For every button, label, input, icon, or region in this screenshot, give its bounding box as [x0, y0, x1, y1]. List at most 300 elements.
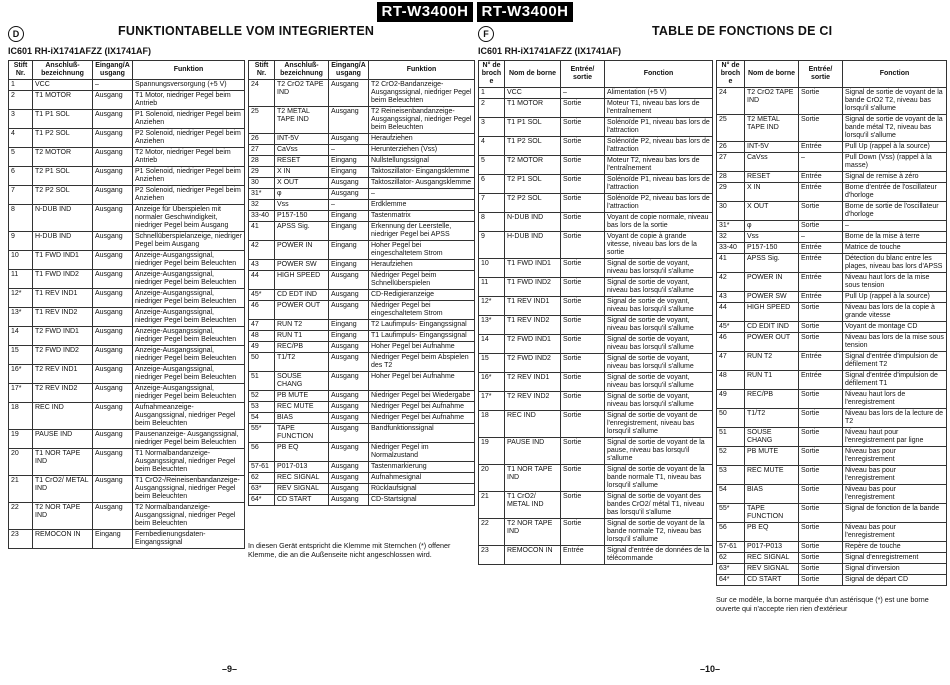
pin-function: Tastenmatrix	[369, 211, 475, 222]
pin-number: 32	[717, 232, 745, 243]
table-row	[9, 148, 245, 167]
pin-function: Niveau haut pour l'enregistrement par ligne	[843, 428, 947, 447]
io-type: Ausgang	[329, 443, 369, 462]
table-row	[717, 428, 947, 447]
io-type: Sortie	[799, 504, 843, 523]
io-type: Ausgang	[93, 503, 133, 530]
pin-name: PAUSE IND	[33, 430, 93, 449]
pin-function: P2 Solenoid, niedriger Pegel beim Anziehen	[133, 186, 245, 205]
table-row	[479, 259, 713, 278]
pin-name: T2 CrO2 TAPE IND	[745, 88, 799, 115]
io-type: Sortie	[561, 137, 605, 156]
io-type: Entrée	[799, 183, 843, 202]
pin-name: RUN T2	[745, 352, 799, 371]
pin-function: Fernbedienungsdaten- Eingangssignal	[133, 530, 245, 549]
pin-number: 33-40	[249, 211, 275, 222]
table-row	[479, 118, 713, 137]
pin-number: 30	[249, 178, 275, 189]
io-type: Sortie	[561, 465, 605, 492]
io-type: –	[329, 145, 369, 156]
io-type: Ausgang	[93, 476, 133, 503]
table-row	[249, 331, 475, 342]
pin-number: 29	[249, 167, 275, 178]
pin-name: REC MUTE	[275, 402, 329, 413]
io-type: Sortie	[799, 553, 843, 564]
io-type: Entrée	[799, 172, 843, 183]
table-row	[479, 519, 713, 546]
pin-number: 47	[249, 320, 275, 331]
table-row	[249, 167, 475, 178]
table-row	[9, 430, 245, 449]
pin-name: APSS Sig.	[745, 254, 799, 273]
io-type: Ausgang	[93, 232, 133, 251]
table-row	[9, 251, 245, 270]
pin-function: Solénoïde P2, niveau bas lors de l'attraction	[605, 137, 713, 156]
pin-name: PB MUTE	[275, 391, 329, 402]
header-name: Nom de borne	[505, 61, 561, 88]
pin-function: Anzeige für Überspielen mit normaler Geschwindigkeit, niedriger Pegel beim Ausgang	[133, 205, 245, 232]
io-type: Sortie	[561, 278, 605, 297]
pin-number: 53	[717, 466, 745, 485]
pin-function: Anzeige-Ausgangssignal, niedriger Pegel beim Beleuchten	[133, 327, 245, 346]
table-row	[717, 221, 947, 232]
io-type: Sortie	[799, 333, 843, 352]
table-row	[717, 575, 947, 586]
pin-name: RUN T1	[745, 371, 799, 390]
pin-number: 11	[479, 278, 505, 297]
io-type: Ausgang	[329, 413, 369, 424]
io-type: Eingang	[93, 530, 133, 549]
io-type: Ausgang	[329, 178, 369, 189]
io-type: Sortie	[561, 392, 605, 411]
pin-name: T2 P2 SOL	[505, 194, 561, 213]
io-type: Ausgang	[329, 271, 369, 290]
pin-name: T2 P1 SOL	[33, 167, 93, 186]
table-row	[717, 153, 947, 172]
pin-name: T2 P2 SOL	[33, 186, 93, 205]
pin-name: REMOCON IN	[505, 546, 561, 565]
io-type: Ausgang	[93, 449, 133, 476]
io-type: Sortie	[799, 115, 843, 142]
pin-function: Borne d'entrée de l'oscillateur d'horloge	[843, 183, 947, 202]
table-row	[9, 232, 245, 251]
pin-function: Schnellüberspielanzeige, niedriger Pegel beim Ausgang	[133, 232, 245, 251]
header-pin: N° de broche	[717, 61, 745, 88]
pin-name: T1 MOTOR	[33, 91, 93, 110]
pin-name: T1 CrO2/ METAL IND	[33, 476, 93, 503]
pin-number: 50	[717, 409, 745, 428]
pin-number: 52	[717, 447, 745, 466]
pin-number: 23	[479, 546, 505, 565]
pin-number: 44	[717, 303, 745, 322]
table-row	[479, 335, 713, 354]
pin-function: Voyant de copie à grande vitesse, niveau bas lors de la sortie	[605, 232, 713, 259]
io-type: Sortie	[799, 202, 843, 221]
io-type: Entrée	[799, 243, 843, 254]
pin-number: 53	[249, 402, 275, 413]
pin-number: 41	[717, 254, 745, 273]
pin-number: 14	[9, 327, 33, 346]
table-row	[479, 316, 713, 335]
pin-name: POWER IN	[745, 273, 799, 292]
table-row	[479, 99, 713, 118]
pin-function: Signal de fonction de la bande	[843, 504, 947, 523]
io-type: Ausgang	[329, 372, 369, 391]
io-type: Ausgang	[93, 251, 133, 270]
pin-name: PB EQ	[745, 523, 799, 542]
pin-name: REV SIGNAL	[745, 564, 799, 575]
pin-function: Pausenanzeige- Ausgangssignal, niedriger Pegel beim Beleuchten	[133, 430, 245, 449]
pin-number: 1	[479, 88, 505, 99]
ic-label-right: IC601 RH-iX1741AFZZ (IX1741AF)	[478, 46, 622, 56]
pin-name: T2 FWD IND1	[33, 327, 93, 346]
pin-name: T1 FWD IND1	[33, 251, 93, 270]
pin-number: 15	[9, 346, 33, 365]
pin-function: Signal de sortie de voyant, niveau bas lorsqu'il s'allume	[605, 278, 713, 297]
table-row	[249, 271, 475, 290]
table-row	[479, 465, 713, 492]
pin-function: Signal d'enregistrement	[843, 553, 947, 564]
header-pin: N° de broche	[479, 61, 505, 88]
io-type: Entrée	[799, 371, 843, 390]
pin-name: P157-150	[275, 211, 329, 222]
pin-number: 11	[9, 270, 33, 289]
pin-name: φ	[745, 221, 799, 232]
pin-function: Signal d'entrée d'impulsion de défilement T2	[843, 352, 947, 371]
pin-name: X OUT	[745, 202, 799, 221]
pin-name: REV SIGNAL	[275, 484, 329, 495]
pin-name: T1/T2	[745, 409, 799, 428]
table-row	[249, 402, 475, 413]
pin-function: Borne de sortie de l'oscillateur d'horloge	[843, 202, 947, 221]
pin-number: 17*	[479, 392, 505, 411]
pin-number: 21	[9, 476, 33, 503]
pin-number: 49	[717, 390, 745, 409]
header-pin: Stift Nr.	[9, 61, 33, 80]
pin-name: T2 REV IND2	[33, 384, 93, 403]
table-row	[249, 200, 475, 211]
pin-number: 4	[479, 137, 505, 156]
pin-name: T1 CrO2/ METAL IND	[505, 492, 561, 519]
io-type: Eingang	[329, 320, 369, 331]
header-name: Anschluß-bezeichnung	[33, 61, 93, 80]
table-row	[717, 409, 947, 428]
pin-function: T2 CrO2-Bandanzeige-Ausgangssignal, niedriger Pegel beim Beleuchten	[369, 80, 475, 107]
io-type: Sortie	[561, 335, 605, 354]
pin-number: 43	[249, 260, 275, 271]
table-row	[9, 449, 245, 476]
io-type: Sortie	[799, 542, 843, 553]
pin-name: T1 P1 SOL	[505, 118, 561, 137]
pin-function: Repère de touche	[843, 542, 947, 553]
table-row	[717, 183, 947, 202]
pin-name: RUN T1	[275, 331, 329, 342]
pin-function: Niveau bas lors de la copie à grande vitesse	[843, 303, 947, 322]
pin-number: 31*	[249, 189, 275, 200]
pin-name: T1 REV IND1	[505, 297, 561, 316]
pin-number: 28	[717, 172, 745, 183]
pin-function: Erdklemme	[369, 200, 475, 211]
table-row	[717, 172, 947, 183]
pin-name: REC IND	[505, 411, 561, 438]
pin-number: 32	[249, 200, 275, 211]
header-io: Entrée/ sortie	[799, 61, 843, 88]
table-row	[479, 546, 713, 565]
io-type: Eingang	[329, 167, 369, 178]
io-type: Sortie	[799, 322, 843, 333]
pin-name: REC SIGNAL	[745, 553, 799, 564]
io-type: Ausgang	[329, 189, 369, 200]
io-type: –	[799, 232, 843, 243]
pin-name: T1 FWD IND2	[33, 270, 93, 289]
pin-name: T2 METAL TAPE IND	[745, 115, 799, 142]
io-type: Ausgang	[93, 205, 133, 232]
io-type: Sortie	[561, 438, 605, 465]
table-row	[9, 91, 245, 110]
table-row	[717, 142, 947, 153]
table-row	[9, 503, 245, 530]
table-row	[717, 115, 947, 142]
io-type: Ausgang	[329, 80, 369, 107]
pin-function: Niveau haut lors de la mise sous tension	[843, 273, 947, 292]
pin-function: Niedriger Pegel beim Abspielen des T2	[369, 353, 475, 372]
pin-number: 33-40	[717, 243, 745, 254]
table-row	[717, 322, 947, 333]
table-row	[479, 175, 713, 194]
table-row	[249, 241, 475, 260]
pin-number: 55*	[249, 424, 275, 443]
pin-function: Signal de sortie de voyant, niveau bas lorsqu'il s'allume	[605, 297, 713, 316]
pin-number: 8	[479, 213, 505, 232]
pin-name: TAPE FUNCTION	[745, 504, 799, 523]
io-type: Sortie	[799, 390, 843, 409]
pin-number: 22	[9, 503, 33, 530]
table-row	[249, 424, 475, 443]
table-row	[249, 107, 475, 134]
io-type: Sortie	[799, 409, 843, 428]
pin-function: T2 Normalbandanzeige-Ausgangssignal, niedriger Pegel beim Beleuchten	[133, 503, 245, 530]
pin-function: Niedriger Pegel bei Wiedergabe	[369, 391, 475, 402]
io-type: Ausgang	[329, 462, 369, 473]
header-function: Funktion	[369, 61, 475, 80]
table-row	[249, 484, 475, 495]
pin-function: Anzeige-Ausgangssignal, niedriger Pegel beim Beleuchten	[133, 270, 245, 289]
io-type: –	[329, 200, 369, 211]
io-type: Ausgang	[93, 129, 133, 148]
header-function: Funktion	[133, 61, 245, 80]
pin-function: Signal de sortie de voyant des bandes CrO2/ métal T1, niveau bas lorsqu'il s'allume	[605, 492, 713, 519]
pin-function: Anzeige-Ausgangssignal, niedriger Pegel beim Beleuchten	[133, 365, 245, 384]
pin-number: 20	[9, 449, 33, 476]
pin-name: X OUT	[275, 178, 329, 189]
table-row	[249, 156, 475, 167]
pin-function: Anzeige-Ausgangssignal, niedriger Pegel beim Beleuchten	[133, 289, 245, 308]
pin-function: Signal de départ CD	[843, 575, 947, 586]
pin-number: 12*	[479, 297, 505, 316]
pin-function: –	[843, 221, 947, 232]
io-type: Eingang	[329, 156, 369, 167]
pin-number: 31*	[717, 221, 745, 232]
io-type: Ausgang	[329, 495, 369, 506]
header-io: Eingang/Ausgang	[93, 61, 133, 80]
table-row	[717, 88, 947, 115]
pin-function: Niveau bas lors de la mise sous tension	[843, 333, 947, 352]
pin-name: POWER OUT	[275, 301, 329, 320]
pin-name: H-DUB IND	[33, 232, 93, 251]
pin-table-left-2	[248, 60, 475, 506]
pin-function: Signal de sortie de voyant, niveau bas lorsqu'il s'allume	[605, 392, 713, 411]
pin-name: SOUSE CHANG	[745, 428, 799, 447]
table-row	[717, 466, 947, 485]
table-row	[479, 373, 713, 392]
pin-name: φ	[275, 189, 329, 200]
pin-name: T2 P1 SOL	[505, 175, 561, 194]
pin-number: 56	[249, 443, 275, 462]
table-row	[249, 260, 475, 271]
io-type: Ausgang	[93, 289, 133, 308]
io-type: Entrée	[799, 142, 843, 153]
io-type: Eingang	[329, 222, 369, 241]
pin-number: 27	[249, 145, 275, 156]
pin-name: POWER SW	[745, 292, 799, 303]
table-row	[249, 145, 475, 156]
table-row	[717, 352, 947, 371]
pin-function: P1 Solenoid, niedriger Pegel beim Anziehen	[133, 167, 245, 186]
pin-function: CD-Redigieranzeige	[369, 290, 475, 301]
pin-number: 48	[249, 331, 275, 342]
pin-function: Anzeige-Ausgangssignal, niedriger Pegel beim Beleuchten	[133, 384, 245, 403]
table-row	[249, 301, 475, 320]
pin-name: REMOCON IN	[33, 530, 93, 549]
pin-number: 7	[9, 186, 33, 205]
pin-name: POWER OUT	[745, 333, 799, 352]
pin-name: TAPE FUNCTION	[275, 424, 329, 443]
io-type: Sortie	[561, 411, 605, 438]
pin-name: T1/T2	[275, 353, 329, 372]
pin-name: T1 P2 SOL	[505, 137, 561, 156]
table-row	[479, 156, 713, 175]
pin-number: 54	[717, 485, 745, 504]
table-row	[249, 413, 475, 424]
pin-function: T2 Laufimpuls- Eingangssignal	[369, 320, 475, 331]
io-type: Ausgang	[93, 384, 133, 403]
page-title-right: TABLE DE FONCTIONS DE CI	[652, 24, 833, 38]
pin-number: 49	[249, 342, 275, 353]
pin-function: Niveau bas pour l'enregistrement	[843, 523, 947, 542]
table-row	[9, 110, 245, 129]
pin-number: 24	[249, 80, 275, 107]
io-type: Ausgang	[329, 391, 369, 402]
table-row	[9, 129, 245, 148]
pin-name: CD EDT IND	[275, 290, 329, 301]
table-row	[249, 391, 475, 402]
io-type: Sortie	[561, 519, 605, 546]
io-type: Sortie	[799, 303, 843, 322]
pin-name: T1 NOR TAPE IND	[33, 449, 93, 476]
header-name: Nom de borne	[745, 61, 799, 88]
pin-function: T2 Motor, niedriger Pegel beim Antrieb	[133, 148, 245, 167]
pin-function: Signal de sortie de voyant de l'enregistrement, niveau bas lorsqu'il s'allume	[605, 411, 713, 438]
pin-number: 16*	[9, 365, 33, 384]
pin-name: INT-5V	[745, 142, 799, 153]
header-function: Fonction	[843, 61, 947, 88]
pin-name: T2 NOR TAPE IND	[33, 503, 93, 530]
table-row	[9, 530, 245, 549]
pin-name: APSS Sig.	[275, 222, 329, 241]
pin-function: Signal de sortie de voyant, niveau bas lorsqu'il s'allume	[605, 335, 713, 354]
pin-number: 18	[9, 403, 33, 430]
table-row	[479, 194, 713, 213]
pin-number: 17*	[9, 384, 33, 403]
pin-number: 45*	[717, 322, 745, 333]
pin-name: POWER SW	[275, 260, 329, 271]
header-name: Anschluß-bezeichnung	[275, 61, 329, 80]
pin-name: RESET	[745, 172, 799, 183]
pin-name: CaVss	[745, 153, 799, 172]
pin-function: T1 CrO2-/Reineisenbandanzeige-Ausgangssignal, niedriger Pegel beim Beleuchten	[133, 476, 245, 503]
io-type: Sortie	[799, 523, 843, 542]
pin-name: P157-150	[745, 243, 799, 254]
io-type: Entrée	[561, 546, 605, 565]
table-row	[9, 476, 245, 503]
pin-function: Bandfunktionssignal	[369, 424, 475, 443]
pin-name: CD START	[275, 495, 329, 506]
pin-name: T1 MOTOR	[505, 99, 561, 118]
pin-function: T1 Normalbandanzeige-Ausgangssignal, niedriger Pegel beim Beleuchten	[133, 449, 245, 476]
pin-number: 10	[9, 251, 33, 270]
pin-name: INT-5V	[275, 134, 329, 145]
table-row	[9, 403, 245, 430]
pin-function: Signal de sortie de voyant de la bande CrO2 T2, niveau bas lorsqu'il s'allume	[843, 88, 947, 115]
pin-function: Signal de sortie de voyant, niveau bas lorsqu'il s'allume	[605, 316, 713, 335]
pin-number: 14	[479, 335, 505, 354]
pin-name: T2 FWD IND2	[505, 354, 561, 373]
pin-function: Borne de la mise à terre	[843, 232, 947, 243]
ic-label-left: IC601 RH-iX1741AFZZ (IX1741AF)	[8, 46, 152, 56]
io-type: Sortie	[561, 194, 605, 213]
pin-function: Heraufziehen	[369, 134, 475, 145]
pin-number: 43	[717, 292, 745, 303]
io-type: Sortie	[799, 466, 843, 485]
table-row	[717, 254, 947, 273]
pin-number: 10	[479, 259, 505, 278]
table-row	[717, 333, 947, 352]
pin-function: Solénoïde P1, niveau bas lors de l'attraction	[605, 175, 713, 194]
pin-number: 7	[479, 194, 505, 213]
pin-function: T1 Laufimpuls- Eingangssignal	[369, 331, 475, 342]
pin-number: 22	[479, 519, 505, 546]
io-type: Ausgang	[93, 91, 133, 110]
pin-name: REC MUTE	[745, 466, 799, 485]
page-title-left: FUNKTIONTABELLE VOM INTEGRIERTEN	[118, 24, 375, 38]
io-type: Ausgang	[93, 186, 133, 205]
io-type: Ausgang	[93, 308, 133, 327]
model-label-left: RT-W3400H	[377, 2, 473, 22]
table-row	[479, 492, 713, 519]
pin-function: Niedriger Pegel beim Schnellüberspielen	[369, 271, 475, 290]
pin-name: T1 REV IND1	[33, 289, 93, 308]
pin-number: 62	[717, 553, 745, 564]
pin-number: 24	[717, 88, 745, 115]
pin-function: Aufnahmeanzeige- Ausgangssignal, niedriger Pegel beim Beleuchten	[133, 403, 245, 430]
pin-name: BIAS	[745, 485, 799, 504]
io-type: Eingang	[329, 260, 369, 271]
header-io: Eingang/Ausgang	[329, 61, 369, 80]
io-type: Eingang	[329, 331, 369, 342]
pin-number: 63*	[249, 484, 275, 495]
table-row	[479, 137, 713, 156]
pin-function: Niveau bas pour l'enregistrement	[843, 485, 947, 504]
